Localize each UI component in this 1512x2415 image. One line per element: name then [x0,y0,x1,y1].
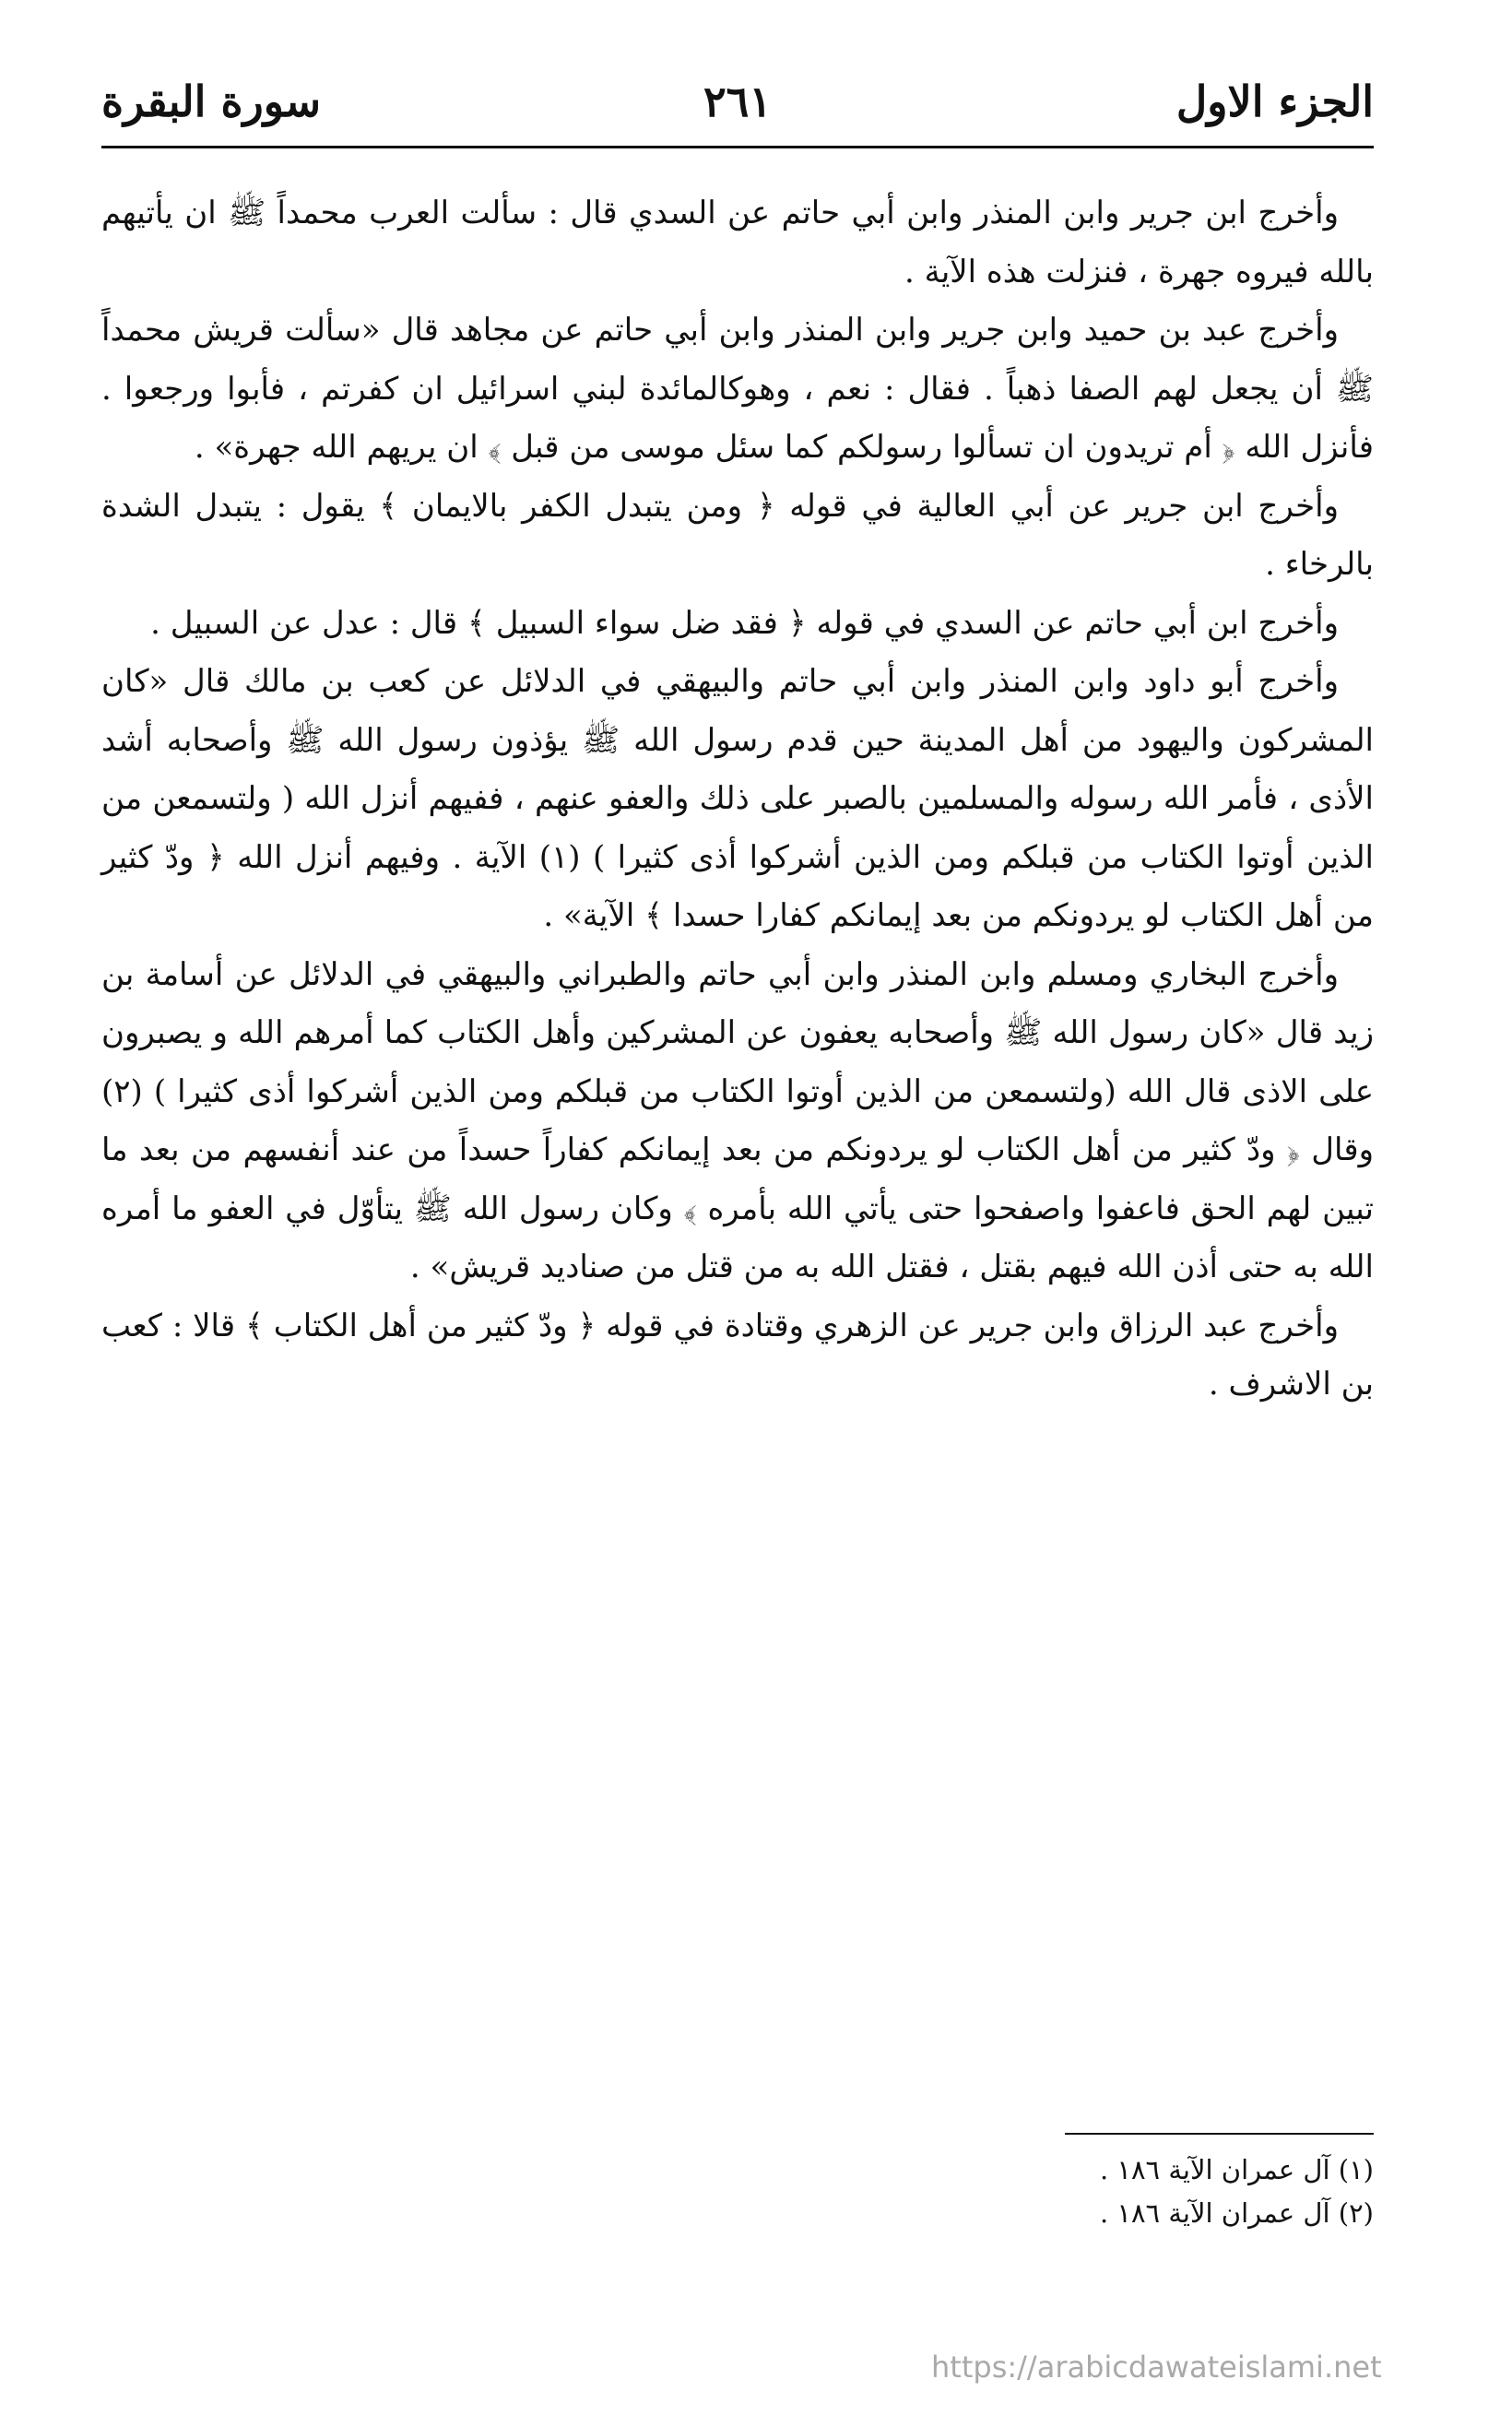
main-text [101,184,1374,1415]
footnotes [101,2149,1374,2235]
paragraph: وأخرج ابن جرير وابن المنذر وابن أبي حاتم عن السدي قال : سألت العرب محمداً ﷺ ان يأتيهم بالله فيروه جهرة ، فنزلت هذه الآية . [101,195,1374,290]
paragraph: وأخرج عبد الرزاق وابن جرير عن الزهري وقتادة في قوله ﴿ ودّ كثير من أهل الكتاب ﴾ قالا : كعب بن الاشرف . [101,1307,1374,1403]
header-divider [101,146,1374,148]
footnote-divider [1065,2133,1374,2135]
watermark-url: https://arabicdawateislami.net [931,2350,1382,2385]
paragraph: وأخرج البخاري ومسلم وابن المنذر وابن أبي حاتم والطبراني والبيهقي في الدلائل عن أسامة بن زيد قال «كان رسول الله ﷺ وأصحابه يعفون عن المشركين وأهل الكتاب كما أمرهم الله و يصبرون على الاذى قال الله (ولتسمعن من الذين أوتوا الكتاب من قبلكم ومن الذين أشركوا أذى كثيرا ) (٢) وقال ﴿ ودّ كثير من أهل الكتاب لو يردونكم من بعد إيمانكم كفاراً حسداً من عند أنفسهم من بعد ما تبين لهم الحق فاعفوا واصفحوا حتى يأتي الله بأمره ﴾ وكان رسول الله ﷺ يتأوّل في العفو ما أمره الله به حتى أذن الله فيهم بقتل ، فقتل الله به من قتل من صناديد قريش» . [101,955,1375,1285]
surah-title: سورة البقرة [101,77,322,126]
paragraph: وأخرج عبد بن حميد وابن جرير وابن المنذر وابن أبي حاتم عن مجاهد قال «سألت قريش محمداً ﷺ أن يجعل لهم الصفا ذهباً . فقال : نعم ، وهوكالمائدة لبني اسرائيل ان كفرتم ، فأبوا ورجعوا . فأنزل الله ﴿ أم تريدون ان تسألوا رسولكم كما سئل موسى من قبل ﴾ ان يريهم الله جهرة» . [101,312,1374,466]
paragraph: وأخرج ابن أبي حاتم عن السدي في قوله ﴿ فقد ضل سواء السبيل ﴾ قال : عدل عن السبيل . [150,604,1339,642]
page-number: ٢٦١ [703,77,773,126]
paragraph: وأخرج أبو داود وابن المنذر وابن أبي حاتم والبيهقي في الدلائل عن كعب بن مالك قال «كان المشركون واليهود من أهل المدينة حين قدم رسول الله ﷺ يؤذون رسول الله ﷺ وأصحابه أشد الأذى ، فأمر الله رسوله والمسلمين بالصبر على ذلك والعفو عنهم ، ففيهم أنزل الله ( ولتسمعن من الذين أوتوا الكتاب من قبلكم ومن الذين أشركوا أذى كثيرا ) (١) الآية . وفيهم أنزل الله ﴿ ودّ كثير من أهل الكتاب لو يردونكم من بعد إيمانكم كفارا حسدا ﴾ الآية» . [101,663,1374,934]
footnote: (١) آل عمران الآية ١٨٦ . [1099,2154,1374,2185]
paragraph: وأخرج ابن جرير عن أبي العالية في قوله ﴿ ومن يتبدل الكفر بالايمان ﴾ يقول : يتبدل الشدة بالرخاء . [101,487,1374,583]
page-header [101,65,1374,138]
footnote: (٢) آل عمران الآية ١٨٦ . [1099,2197,1374,2229]
part-title: الجزء الاول [1175,77,1374,126]
